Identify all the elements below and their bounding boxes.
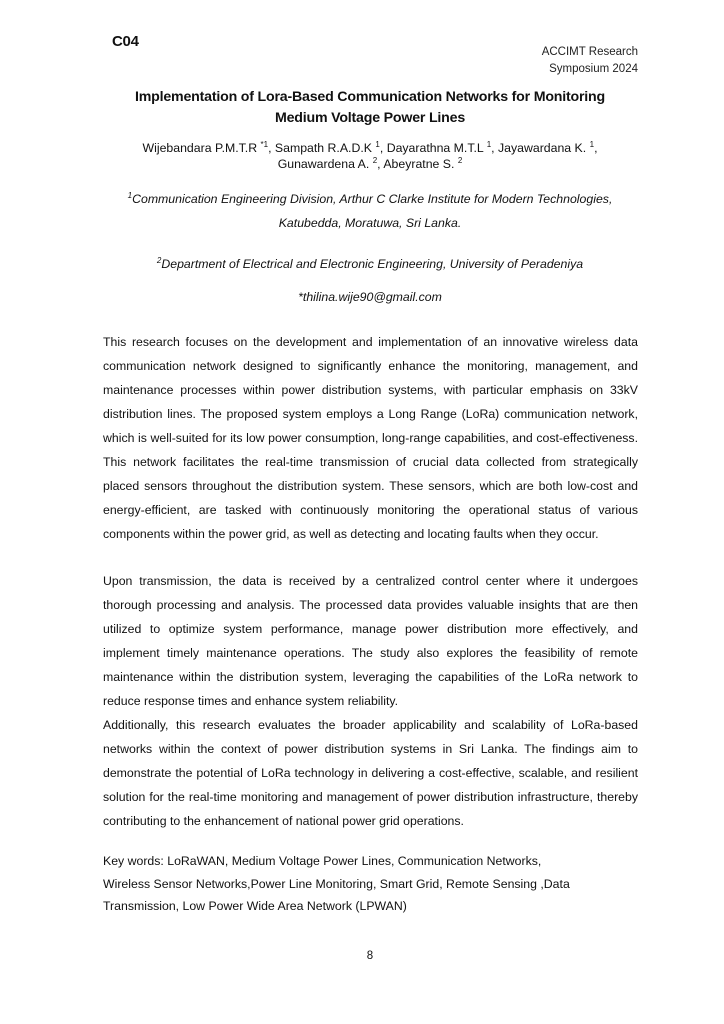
abstract-paragraph-1: This research focuses on the development and implementation of an innovative wireless data communication network designed to significantly enhance the monitoring, management, and maintenance processes within power distribution systems, with particular emphasis on 33kV distribution lines. The proposed system employs a Long Range (LoRa) communication network, which is well-suited for its low power consumption, long-range capabilities, and cost-effectiveness. This network facilitates the real-time transmission of crucial data collected from strategically placed sensors throughout the distribution system. These sensors, which are both low-cost and energy-efficient, are tasked with continuously monitoring the operational status of various components within the power grid, as well as detecting and locating faults when they occur. <box>103 335 638 541</box>
keywords-line-2: Wireless Sensor Networks,Power Line Monitoring, Smart Grid, Remote Sensing ,Data <box>103 876 570 891</box>
author-affiliation-mark: *1 <box>260 139 269 149</box>
conference-line-2: Symposium 2024 <box>549 63 638 75</box>
affiliation-1 <box>90 187 650 235</box>
author-separator: , <box>268 141 275 155</box>
affiliation-1-line-1 <box>90 187 650 211</box>
author-affiliation-mark: 1 <box>486 139 492 149</box>
author-separator: , <box>594 141 598 155</box>
affiliation-1-line-2: Katubedda, Moratuwa, Sri Lanka. <box>278 216 462 230</box>
keywords <box>103 850 663 918</box>
title-line-2: Medium Voltage Power Lines <box>274 110 466 126</box>
author-affiliation-mark: 2 <box>372 155 378 165</box>
author-separator: , <box>491 141 498 155</box>
affiliation-text: Communication Engineering Division, Arthur C Clarke Institute for Modern Technologies, <box>132 192 613 206</box>
author-list <box>100 140 640 172</box>
keywords-line-3: Transmission, Low Power Wide Area Network (LPWAN) <box>103 899 407 913</box>
author-line-1 <box>100 140 640 156</box>
author-name: Jayawardana K. <box>498 141 590 155</box>
keywords-line-1: Key words: LoRaWAN, Medium Voltage Power Lines, Communication Networks, <box>103 854 542 868</box>
page-number: 8 <box>366 950 374 962</box>
conference-name <box>542 44 638 78</box>
affiliation-text: Department of Electrical and Electronic Engineering, University of Peradeniya <box>161 257 584 271</box>
author-name: Sampath R.A.D.K <box>274 141 376 155</box>
author-name: Wijebandara P.M.T.R <box>142 141 261 155</box>
author-name: Gunawardena A. <box>277 157 373 171</box>
author-separator: , <box>377 157 384 171</box>
paper-title <box>100 87 640 129</box>
title-line-1: Implementation of Lora-Based Communication Networks for Monitoring <box>135 89 605 105</box>
paper-code: C04 <box>112 33 139 50</box>
author-separator: , <box>379 141 387 155</box>
affiliation-2 <box>90 252 650 276</box>
conference-line-1: ACCIMT Research <box>541 46 638 58</box>
abstract-paragraph-3: Additionally, this research evaluates the broader applicability and scalability of LoRa-based networks within the context of power distribution systems in Sri Lanka. The findings aim to demonstrate the potential of LoRa technology in delivering a cost-effective, scalable, and resilient solution for the real-time monitoring and management of power distribution infrastructure, thereby contributing to the enhancement of national power grid operations. <box>103 718 638 828</box>
affiliation-mark: 1 <box>127 190 133 200</box>
abstract-paragraph-2: Upon transmission, the data is received by a centralized control center where it undergoes thorough processing and analysis. The processed data provides valuable insights that are then utilized to optimize system performance, manage power distribution more effectively, and implement timely maintenance operations. The study also explores the feasibility of remote maintenance within the distribution system, leveraging the capabilities of the LoRa network to reduce response times and enhance system reliability. <box>103 574 638 708</box>
author-affiliation-mark: 2 <box>457 155 463 165</box>
author-affiliation-mark: 1 <box>589 139 595 149</box>
author-name: Dayarathna M.T.L <box>386 141 487 155</box>
author-name: Abeyratne S. <box>383 157 458 171</box>
author-line-2 <box>100 156 640 172</box>
affiliation-mark: 2 <box>156 255 162 265</box>
author-affiliation-mark: 1 <box>375 139 380 149</box>
corresponding-email[interactable]: *thilina.wije90@gmail.com <box>298 290 442 304</box>
